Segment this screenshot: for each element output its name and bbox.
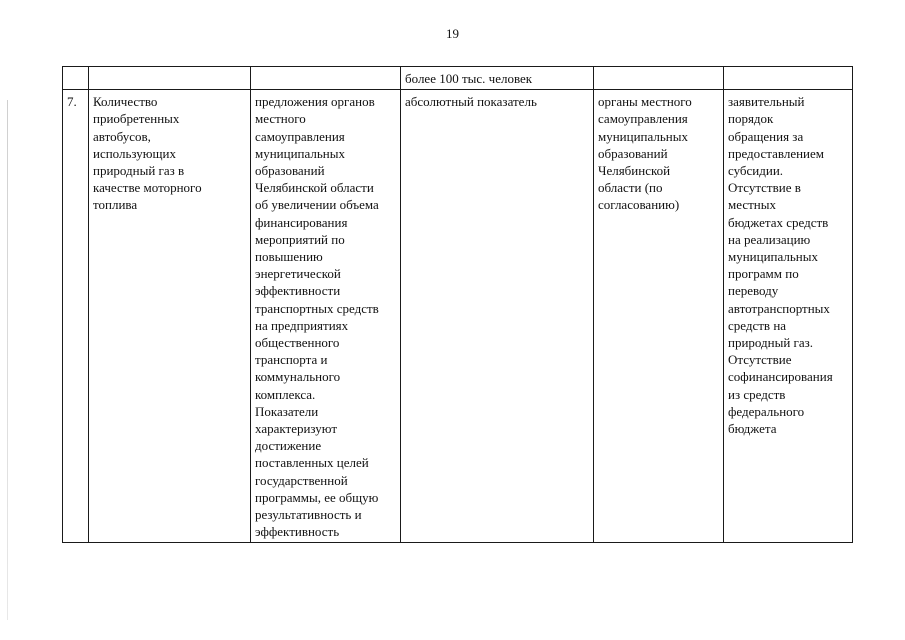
cell-rationale: предложения органов местного самоуправления муниципальных образований Челябинской области об увеличении объема финансирования мероприятий по повышению энергетической эффективности транспортных средств на предприятиях общественного транспорта и коммунального комплекса. Показатели характеризуют достижение поставленных целей государственной программы, ее общую результативность и эффективность xyxy=(251,90,401,543)
cell-risks xyxy=(724,67,853,90)
page-number: 19 xyxy=(446,26,459,41)
cell-number xyxy=(63,67,89,90)
cell-number: 7. xyxy=(63,90,89,543)
indicators-table xyxy=(62,66,853,543)
table-row-continuation xyxy=(63,67,853,90)
cell-indicator: Количество приобретенных автобусов, использующих природный газ в качестве моторного топлива xyxy=(89,90,251,543)
cell-responsible: органы местного самоуправления муниципальных образований Челябинской области (по согласованию) xyxy=(594,90,724,543)
cell-indicator xyxy=(89,67,251,90)
table-row-7 xyxy=(63,90,853,543)
cell-responsible xyxy=(594,67,724,90)
scan-edge-line xyxy=(7,100,8,620)
cell-risks: заявительный порядок обращения за предоставлением субсидии. Отсутствие в местных бюджетах средств на реализацию муниципальных программ по переводу автотранспортных средств на природный газ. Отсутствие софинансирования из средств федерального бюджета xyxy=(724,90,853,543)
cell-indicator-type: абсолютный показатель xyxy=(401,90,594,543)
cell-rationale xyxy=(251,67,401,90)
cell-indicator-type: более 100 тыс. человек xyxy=(401,67,594,90)
